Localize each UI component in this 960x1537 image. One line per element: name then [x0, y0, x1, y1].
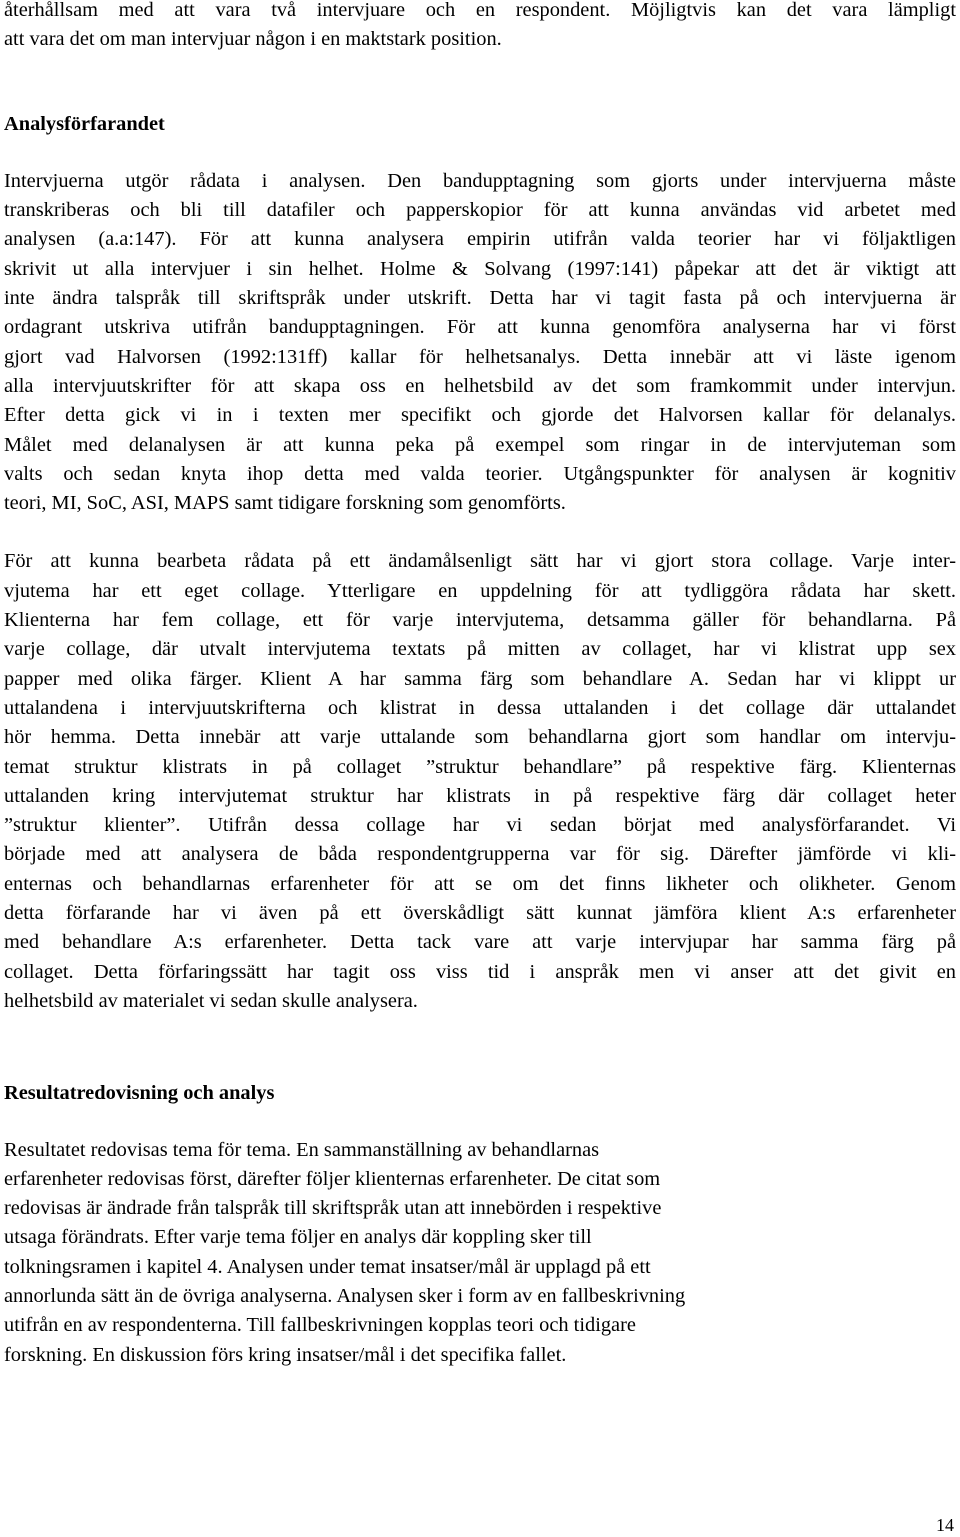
text-line: inte ändra talspråk till skriftspråk under utskrift. Detta har vi tagit fasta på och intervjuerna är	[4, 287, 956, 310]
text-line: skrivit ut alla intervjuer i sin helhet. Holme & Solvang (1997:141) påpekar att det är viktigt att	[4, 257, 956, 280]
spacer	[4, 55, 956, 110]
text-line: utsaga förändrats. Efter varje tema följer en analys där koppling sker till	[4, 1226, 592, 1249]
text-line: enternas och behandlarnas erfarenheter för att se om det finns likheter och olikheter. Genom	[4, 872, 956, 895]
text-line: redovisas är ändrade från talspråk till skriftspråk utan att innebörden i respektive	[4, 1197, 662, 1220]
text-line: Efter detta gick vi in i texten mer specifikt och gjorde det Halvorsen kallar för delanalys.	[4, 404, 956, 427]
spacer	[4, 1016, 956, 1079]
text-line: erfarenheter redovisas först, därefter följer klienternas erfarenheter. De citat som	[4, 1167, 661, 1190]
text-line: Resultatet redovisas tema för tema. En sammanställning av behandlarnas	[4, 1138, 600, 1161]
text-line: teori, MI, SoC, ASI, MAPS samt tidigare forskning som genomförts.	[4, 492, 566, 515]
page-number: 14	[936, 1515, 954, 1535]
text-line: alla intervjuutskrifter för att skapa oss en helhetsbild av det som framkommit under intervjun.	[4, 374, 956, 397]
text-line: uttalanden kring intervjutemat struktur har klistrats in på respektive färg där collaget heter	[4, 784, 956, 807]
intro-paragraph	[4, 0, 956, 55]
text-line: ordagrant utskriva utifrån bandupptagningen. För att kunna genomföra analyserna har vi först	[4, 316, 956, 339]
text-line: att vara det om man intervjuar någon i en maktstark position.	[4, 28, 502, 51]
text-line: ”struktur klienter”. Utifrån dessa collage har vi sedan börjat med analysförfarandet. Vi	[4, 814, 956, 837]
text-line: temat struktur klistrats in på collaget ”struktur behandlare” på respektive färg. Klienternas	[4, 755, 956, 778]
text-line: gjort vad Halvorsen (1992:131ff) kallar för helhetsanalys. Detta innebär att vi läste igenom	[4, 345, 956, 368]
text-line: detta förfarande har vi även på ett överskådligt sätt kunnat jämföra klient A:s erfarenheter	[4, 902, 956, 925]
text-line: vjutema har ett eget collage. Ytterligare en uppdelning för att tydliggöra rådata har skett.	[4, 579, 956, 602]
text-line: För att kunna bearbeta rådata på ett ändamålsenligt sätt har vi gjort stora collage. Varje inter-	[4, 550, 956, 573]
spacer	[4, 518, 956, 547]
text-line: helhetsbild av materialet vi sedan skulle analysera.	[4, 989, 418, 1012]
section-heading-resultatredovisning: Resultatredovisning och analys	[4, 1082, 275, 1105]
text-line: utifrån en av respondenterna. Till fallbeskrivningen kopplas teori och tidigare	[4, 1314, 636, 1337]
text-line: Klienterna har fem collage, ett för varje intervjutema, detsamma gäller för behandlarna. På	[4, 609, 956, 632]
text-line: tolkningsramen i kapitel 4. Analysen under temat insatser/mål är upplagd på ett	[4, 1255, 651, 1278]
analysis-paragraph-1	[4, 167, 956, 519]
analysis-paragraph-2	[4, 547, 956, 1016]
text-line: valts och sedan knyta ihop detta med valda teorier. Utgångspunkter för analysen är kognitiv	[4, 462, 956, 485]
text-line: återhållsam med att vara två intervjuare och en respondent. Möjligtvis kan det vara lämpligt	[4, 0, 956, 21]
document-page	[4, 0, 956, 1370]
text-line: collaget. Detta förfaringssätt har tagit oss viss tid i anspråk men vi anser att det givit en	[4, 960, 956, 983]
text-line: annorlunda sätt än de övriga analyserna. Analysen sker i form av en fallbeskrivning	[4, 1284, 686, 1307]
results-paragraph-1	[4, 1136, 956, 1370]
section-heading-analysforfarandet: Analysförfarandet	[4, 112, 165, 135]
spacer	[4, 1109, 956, 1136]
text-line: med behandlare A:s erfarenheter. Detta tack vare att varje intervjupar har samma färg på	[4, 931, 956, 954]
text-line: analysen (a.a:147). För att kunna analysera empirin utifrån valda teorier har vi följaktligen	[4, 228, 956, 251]
text-line: varje collage, där utvalt intervjutema textats på mitten av collaget, har vi klistrat upp sex	[4, 638, 956, 661]
text-line: Målet med delanalysen är att kunna peka på exempel som ringar in de intervjuteman som	[4, 433, 956, 456]
text-line: började med att analysera de båda respondentgrupperna var för sig. Därefter jämförde vi kli-	[4, 843, 956, 866]
text-line: hör hemma. Detta innebär att varje uttalande som behandlarna gjort som handlar om intervju-	[4, 726, 956, 749]
text-line: Intervjuerna utgör rådata i analysen. Den bandupptagning som gjorts under intervjuerna måste	[4, 169, 956, 192]
text-line: forskning. En diskussion förs kring insatser/mål i det specifika fallet.	[4, 1343, 567, 1366]
text-line: uttalandena i intervjuutskrifterna och klistrat in dessa uttalanden i det collage där uttalandet	[4, 696, 956, 719]
text-line: papper med olika färger. Klient A har samma färg som behandlare A. Sedan har vi klippt ur	[4, 667, 956, 690]
text-line: transkriberas och bli till datafiler och papperskopior för att kunna användas vid arbetet med	[4, 199, 956, 222]
spacer	[4, 139, 956, 167]
